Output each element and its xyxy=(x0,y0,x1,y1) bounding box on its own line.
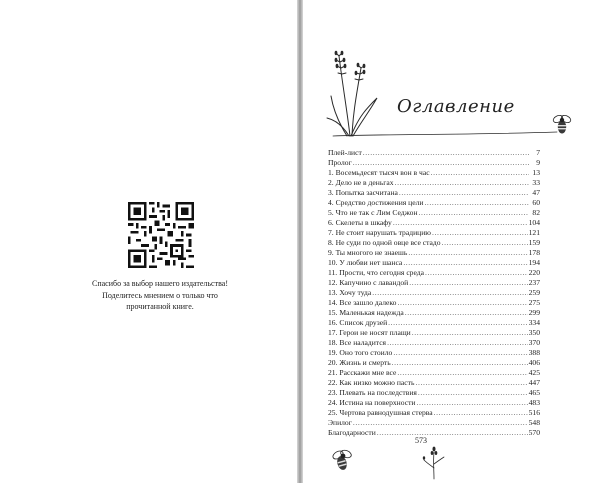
toc-entry-title: 20. Жизнь и смерть xyxy=(328,358,391,367)
toc-entry[interactable] xyxy=(328,238,540,248)
toc-entry[interactable] xyxy=(328,358,540,368)
toc-entry[interactable] xyxy=(328,168,540,178)
toc-entry-title: 18. Все наладится xyxy=(328,338,387,347)
toc-entry-page: 299 xyxy=(528,308,540,317)
toc-entry-title: 3. Попытка засчитана xyxy=(328,188,398,197)
toc-entry[interactable] xyxy=(328,408,540,418)
left-page xyxy=(0,0,297,483)
toc-entry-title: 14. Все зашло далеко xyxy=(328,298,397,307)
toc-entry-page: 447 xyxy=(528,378,540,387)
toc-entry-page: 13 xyxy=(532,168,540,177)
toc-entry[interactable] xyxy=(328,268,540,278)
toc-entry[interactable] xyxy=(328,178,540,188)
toc-entry[interactable] xyxy=(328,278,540,288)
toc-entry-title: 8. Не суди по одной овце все стадо xyxy=(328,238,441,247)
bee-icon xyxy=(330,448,354,474)
toc-entry[interactable] xyxy=(328,288,540,298)
toc-entry-title: 7. Не стоит нарушать традицию xyxy=(328,228,431,237)
toc-entry[interactable] xyxy=(328,348,540,358)
toc-entry-title: 21. Расскажи мне все xyxy=(328,368,397,377)
toc-entry-page: 9 xyxy=(536,158,540,167)
toc-entry-title: 4. Средство достижения цели xyxy=(328,198,424,207)
toc-entry-page: 570 xyxy=(528,428,540,437)
toc-entry-title: 24. Истина на поверхности xyxy=(328,398,416,407)
toc-entry-title: Пролог xyxy=(328,158,352,167)
qr-caption-line: прочитанной книге. xyxy=(126,302,194,311)
toc-entry[interactable] xyxy=(328,328,540,338)
toc-entry-page: 388 xyxy=(528,348,540,357)
toc-entry-page: 104 xyxy=(528,218,540,227)
toc-entry-page: 516 xyxy=(528,408,540,417)
toc-entry[interactable] xyxy=(328,188,540,198)
toc-entry-title: 12. Капучино с лавандой xyxy=(328,278,409,287)
toc-entry-page: 425 xyxy=(528,368,540,377)
qr-caption-line: Поделитесь мнением о только что xyxy=(102,290,218,300)
toc-entry-title: 6. Скелеты в шкафу xyxy=(328,218,392,227)
toc-entry-page: 548 xyxy=(528,418,540,427)
toc-entry-title: 23. Плевать на последствия xyxy=(328,388,417,397)
toc-entry[interactable] xyxy=(328,248,540,258)
toc-entry-page: 483 xyxy=(528,398,540,407)
toc-entry-title: 16. Список друзей xyxy=(328,318,388,327)
toc-entry-title: 10. У любви нет шанса xyxy=(328,258,403,267)
toc-entry[interactable] xyxy=(328,378,540,388)
toc-entry[interactable] xyxy=(328,148,540,158)
toc-entry-page: 178 xyxy=(528,248,540,257)
bee-icon xyxy=(551,113,573,137)
toc-entry-page: 60 xyxy=(532,198,540,207)
toc-entry-page: 159 xyxy=(528,238,540,247)
toc-entry[interactable] xyxy=(328,308,540,318)
page-number: 573 xyxy=(415,436,427,445)
toc-entry-title: Благодарности xyxy=(328,428,376,437)
toc-entry-title: 25. Чертова равнодушная стерва xyxy=(328,408,433,417)
toc-entry[interactable] xyxy=(328,158,540,168)
toc-entry-page: 237 xyxy=(528,278,540,287)
toc-entry[interactable] xyxy=(328,338,540,348)
toc-entry-title: 2. Дело не в деньгах xyxy=(328,178,394,187)
toc-entry-page: 370 xyxy=(528,338,540,347)
toc-entry-page: 220 xyxy=(528,268,540,277)
toc-entry-title: Плей-лист xyxy=(328,148,362,157)
toc-entry[interactable] xyxy=(328,218,540,228)
toc-entry-page: 194 xyxy=(528,258,540,267)
qr-caption-line: Спасибо за выбор нашего издательства! xyxy=(92,279,228,288)
toc-entry-page: 33 xyxy=(532,178,540,187)
qr-caption xyxy=(70,278,250,313)
toc-entry-page: 350 xyxy=(528,328,540,337)
small-flower-icon xyxy=(421,444,447,480)
toc-entry[interactable] xyxy=(328,228,540,238)
toc-entry-page: 121 xyxy=(528,228,540,237)
toc-entry-page: 334 xyxy=(528,318,540,327)
toc-entry-title: 17. Герои не носят плащи xyxy=(328,328,411,337)
toc-entry[interactable] xyxy=(328,208,540,218)
table-of-contents xyxy=(328,148,540,438)
qr-code-icon[interactable] xyxy=(128,202,194,268)
toc-entry-page: 275 xyxy=(528,298,540,307)
toc-entry[interactable] xyxy=(328,258,540,268)
toc-entry-page: 406 xyxy=(528,358,540,367)
toc-entry[interactable] xyxy=(328,368,540,378)
toc-entry[interactable] xyxy=(328,198,540,208)
toc-entry-title: 9. Ты многого не знаешь xyxy=(328,248,408,257)
toc-entry-page: 7 xyxy=(536,148,540,157)
toc-entry-page: 465 xyxy=(528,388,540,397)
toc-title: Оглавление xyxy=(397,96,515,117)
toc-entry-page: 259 xyxy=(528,288,540,297)
toc-entry[interactable] xyxy=(328,298,540,308)
toc-entry-title: Эпилог xyxy=(328,418,352,427)
toc-entry[interactable] xyxy=(328,388,540,398)
toc-entry-title: 11. Прости, что сегодня среда xyxy=(328,268,424,277)
toc-entry-title: 1. Восемьдесят тысяч вон в час xyxy=(328,168,430,177)
toc-entry-title: 19. Оно того стоило xyxy=(328,348,393,357)
toc-entry[interactable] xyxy=(328,318,540,328)
toc-entry-title: 15. Маленькая надежда xyxy=(328,308,404,317)
toc-entry-title: 22. Как низко можно пасть xyxy=(328,378,415,387)
toc-entry-page: 47 xyxy=(532,188,540,197)
toc-entry-page: 82 xyxy=(532,208,540,217)
toc-entry[interactable] xyxy=(328,398,540,408)
toc-entry-title: 13. Хочу туда xyxy=(328,288,372,297)
toc-entry-title: 5. Что не так с Лим Седжон xyxy=(328,208,418,217)
toc-entry[interactable] xyxy=(328,418,540,428)
